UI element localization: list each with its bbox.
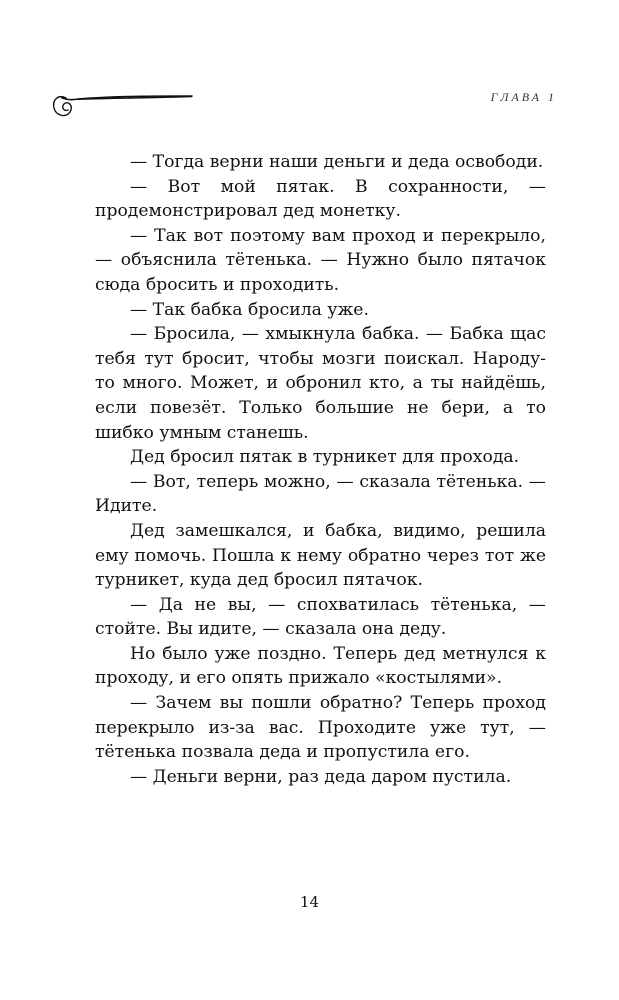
paragraph: — Так бабка бросила уже. (130, 299, 369, 320)
paragraph: Дед замешкался, и бабка, видимо, решила ему помочь. Пошла к нему обратно через тот же турникет, куда дед бросил пятачок. (95, 520, 546, 591)
paragraph: — Вот мой пятак. В сохранности, — продемонстрировал дед монетку. (95, 176, 546, 222)
decorative-flourish-icon (44, 82, 194, 132)
paragraph: — Так вот поэтому вам проход и перекрыло, — объяснила тётенька. — Нужно было пятачок сюда бросить и проходить. (95, 225, 546, 295)
page-number: 14 (299, 893, 320, 911)
body-text (95, 150, 546, 789)
paragraph: Дед бросил пятак в турникет для прохода. (130, 447, 520, 468)
paragraph: — Деньги верни, раз деда даром пустила. (130, 766, 512, 787)
paragraph: — Вот, теперь можно, — сказала тётенька. — Идите. (95, 471, 546, 517)
running-head: ГЛАВА 1 (490, 90, 557, 104)
paragraph: — Зачем вы пошли обратно? Теперь проход перекрыло из-за вас. Проходите уже тут, — тётенька позвала деда и пропустила его. (95, 693, 546, 763)
paragraph: — Бросила, — хмыкнула бабка. — Бабка щас тебя тут бросит, чтобы мозги поискал. Народу-то много. Может, и обронил кто, а ты найдёшь, если повезёт. Только большие не бери, а то шибко умным станешь. (95, 324, 546, 443)
paragraph: Но было уже поздно. Теперь дед метнулся к проходу, и его опять прижало «костылями». (95, 643, 546, 689)
paragraph: — Да не вы, — спохватилась тётенька, — стойте. Вы идите, — сказала она деду. (95, 594, 546, 640)
paragraph: — Тогда верни наши деньги и деда освободи. (130, 152, 544, 172)
